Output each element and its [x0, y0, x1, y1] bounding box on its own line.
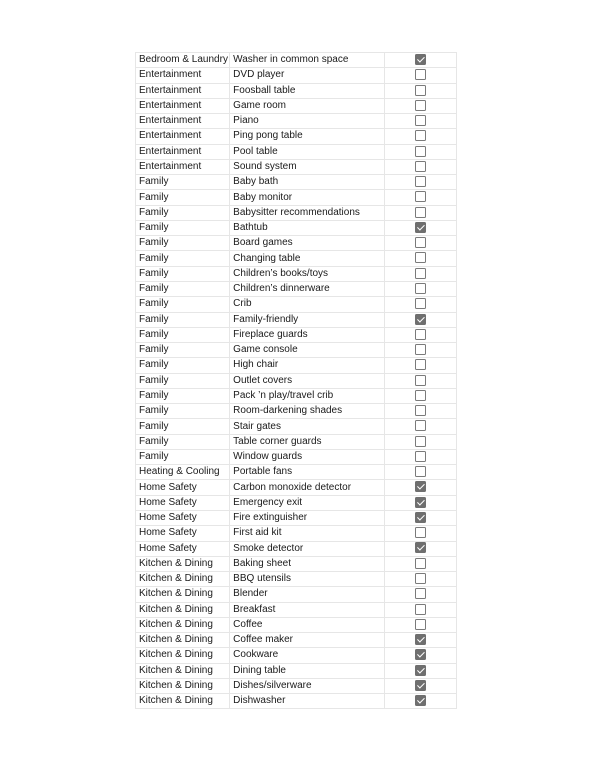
unchecked-checkbox[interactable] — [415, 420, 426, 431]
category-cell: Family — [136, 449, 230, 464]
checkbox-cell — [385, 633, 457, 648]
amenity-cell: Dishes/silverware — [230, 678, 385, 693]
checkbox-cell — [385, 465, 457, 480]
category-cell: Home Safety — [136, 510, 230, 525]
table-row — [136, 648, 457, 663]
table-row — [136, 114, 457, 129]
amenity-cell: Table corner guards — [230, 434, 385, 449]
category-cell: Kitchen & Dining — [136, 633, 230, 648]
amenity-cell: Blender — [230, 587, 385, 602]
checkbox-cell — [385, 434, 457, 449]
amenity-cell: Pack ’n play/travel crib — [230, 388, 385, 403]
table-row — [136, 98, 457, 113]
category-cell: Home Safety — [136, 495, 230, 510]
table-row — [136, 343, 457, 358]
category-cell: Family — [136, 343, 230, 358]
category-cell: Kitchen & Dining — [136, 602, 230, 617]
amenity-cell: Game console — [230, 343, 385, 358]
table-row — [136, 266, 457, 281]
amenity-cell: Sound system — [230, 159, 385, 174]
table-row — [136, 205, 457, 220]
unchecked-checkbox[interactable] — [415, 176, 426, 187]
amenity-cell: Bathtub — [230, 220, 385, 235]
unchecked-checkbox[interactable] — [415, 207, 426, 218]
amenity-cell: Portable fans — [230, 465, 385, 480]
category-cell: Family — [136, 312, 230, 327]
checked-checkbox[interactable] — [415, 680, 426, 691]
checked-checkbox[interactable] — [415, 497, 426, 508]
category-cell: Family — [136, 373, 230, 388]
table-row — [136, 144, 457, 159]
table-row — [136, 480, 457, 495]
amenity-cell: Crib — [230, 297, 385, 312]
checkbox-cell — [385, 663, 457, 678]
category-cell: Entertainment — [136, 68, 230, 83]
category-cell: Entertainment — [136, 83, 230, 98]
amenity-cell: Board games — [230, 236, 385, 251]
amenity-cell: Children’s dinnerware — [230, 281, 385, 296]
category-cell: Kitchen & Dining — [136, 556, 230, 571]
category-cell: Home Safety — [136, 480, 230, 495]
amenity-cell: Emergency exit — [230, 495, 385, 510]
checked-checkbox[interactable] — [415, 222, 426, 233]
table-row — [136, 388, 457, 403]
checkbox-cell — [385, 236, 457, 251]
table-row — [136, 404, 457, 419]
category-cell: Family — [136, 175, 230, 190]
unchecked-checkbox[interactable] — [415, 115, 426, 126]
table-row — [136, 663, 457, 678]
table-row — [136, 495, 457, 510]
checkbox-cell — [385, 114, 457, 129]
unchecked-checkbox[interactable] — [415, 375, 426, 386]
category-cell: Home Safety — [136, 526, 230, 541]
table-row — [136, 617, 457, 632]
table-row — [136, 327, 457, 342]
amenity-cell: First aid kit — [230, 526, 385, 541]
category-cell: Entertainment — [136, 98, 230, 113]
checkbox-cell — [385, 404, 457, 419]
amenity-cell: Children’s books/toys — [230, 266, 385, 281]
table-row — [136, 465, 457, 480]
unchecked-checkbox[interactable] — [415, 329, 426, 340]
amenity-cell: Breakfast — [230, 602, 385, 617]
category-cell: Heating & Cooling — [136, 465, 230, 480]
unchecked-checkbox[interactable] — [415, 573, 426, 584]
checkbox-cell — [385, 419, 457, 434]
category-cell: Kitchen & Dining — [136, 694, 230, 709]
table-row — [136, 541, 457, 556]
category-cell: Bedroom & Laundry — [136, 53, 230, 68]
checked-checkbox[interactable] — [415, 665, 426, 676]
checkbox-cell — [385, 648, 457, 663]
table-row — [136, 510, 457, 525]
checkbox-cell — [385, 388, 457, 403]
category-cell: Kitchen & Dining — [136, 617, 230, 632]
unchecked-checkbox[interactable] — [415, 283, 426, 294]
amenity-cell: Baking sheet — [230, 556, 385, 571]
category-cell: Entertainment — [136, 129, 230, 144]
unchecked-checkbox[interactable] — [415, 191, 426, 202]
table-row — [136, 694, 457, 709]
table-row — [136, 68, 457, 83]
amenity-cell: Carbon monoxide detector — [230, 480, 385, 495]
amenity-cell: High chair — [230, 358, 385, 373]
checkbox-cell — [385, 175, 457, 190]
amenity-cell: Changing table — [230, 251, 385, 266]
table-row — [136, 175, 457, 190]
checkbox-cell — [385, 129, 457, 144]
table-row — [136, 220, 457, 235]
checkbox-cell — [385, 251, 457, 266]
category-cell: Kitchen & Dining — [136, 648, 230, 663]
checked-checkbox[interactable] — [415, 314, 426, 325]
unchecked-checkbox[interactable] — [415, 604, 426, 615]
amenities-table — [135, 52, 457, 709]
checkbox-cell — [385, 327, 457, 342]
table-row — [136, 678, 457, 693]
table-row — [136, 312, 457, 327]
unchecked-checkbox[interactable] — [415, 405, 426, 416]
amenity-cell: Game room — [230, 98, 385, 113]
checkbox-cell — [385, 144, 457, 159]
table-row — [136, 358, 457, 373]
checkbox-cell — [385, 678, 457, 693]
table-row — [136, 297, 457, 312]
amenity-cell: Room-darkening shades — [230, 404, 385, 419]
checkbox-cell — [385, 556, 457, 571]
table-row — [136, 129, 457, 144]
checked-checkbox[interactable] — [415, 649, 426, 660]
checkbox-cell — [385, 83, 457, 98]
checkbox-cell — [385, 68, 457, 83]
amenity-cell: Ping pong table — [230, 129, 385, 144]
checkbox-cell — [385, 281, 457, 296]
table-row — [136, 83, 457, 98]
checked-checkbox[interactable] — [415, 481, 426, 492]
checkbox-cell — [385, 297, 457, 312]
table-row — [136, 526, 457, 541]
checkbox-cell — [385, 98, 457, 113]
checkbox-cell — [385, 449, 457, 464]
table-row — [136, 373, 457, 388]
amenities-table-body — [136, 53, 457, 709]
amenity-cell: Fireplace guards — [230, 327, 385, 342]
category-cell: Family — [136, 404, 230, 419]
table-row — [136, 602, 457, 617]
category-cell: Family — [136, 419, 230, 434]
amenity-cell: Fire extinguisher — [230, 510, 385, 525]
checked-checkbox[interactable] — [415, 54, 426, 65]
category-cell: Family — [136, 388, 230, 403]
checkbox-cell — [385, 358, 457, 373]
table-row — [136, 159, 457, 174]
checkbox-cell — [385, 694, 457, 709]
category-cell: Family — [136, 281, 230, 296]
category-cell: Family — [136, 358, 230, 373]
amenity-cell: Washer in common space — [230, 53, 385, 68]
table-row — [136, 419, 457, 434]
unchecked-checkbox[interactable] — [415, 69, 426, 80]
unchecked-checkbox[interactable] — [415, 161, 426, 172]
unchecked-checkbox[interactable] — [415, 558, 426, 569]
category-cell: Kitchen & Dining — [136, 572, 230, 587]
unchecked-checkbox[interactable] — [415, 619, 426, 630]
unchecked-checkbox[interactable] — [415, 268, 426, 279]
category-cell: Family — [136, 327, 230, 342]
unchecked-checkbox[interactable] — [415, 359, 426, 370]
amenity-cell: Family-friendly — [230, 312, 385, 327]
checkbox-cell — [385, 617, 457, 632]
amenity-cell: Coffee — [230, 617, 385, 632]
unchecked-checkbox[interactable] — [415, 85, 426, 96]
unchecked-checkbox[interactable] — [415, 451, 426, 462]
table-row — [136, 434, 457, 449]
amenity-cell: Babysitter recommendations — [230, 205, 385, 220]
table-row — [136, 572, 457, 587]
category-cell: Family — [136, 434, 230, 449]
checkbox-cell — [385, 541, 457, 556]
amenity-cell: DVD player — [230, 68, 385, 83]
unchecked-checkbox[interactable] — [415, 527, 426, 538]
category-cell: Entertainment — [136, 114, 230, 129]
amenity-cell: Baby bath — [230, 175, 385, 190]
table-row — [136, 236, 457, 251]
category-cell: Family — [136, 266, 230, 281]
table-row — [136, 190, 457, 205]
checkbox-cell — [385, 587, 457, 602]
unchecked-checkbox[interactable] — [415, 466, 426, 477]
table-row — [136, 281, 457, 296]
unchecked-checkbox[interactable] — [415, 436, 426, 447]
table-row — [136, 587, 457, 602]
category-cell: Home Safety — [136, 541, 230, 556]
checkbox-cell — [385, 510, 457, 525]
checkbox-cell — [385, 220, 457, 235]
category-cell: Entertainment — [136, 144, 230, 159]
table-row — [136, 251, 457, 266]
checkbox-cell — [385, 205, 457, 220]
amenity-cell: Stair gates — [230, 419, 385, 434]
category-cell: Kitchen & Dining — [136, 587, 230, 602]
category-cell: Family — [136, 251, 230, 266]
amenity-cell: Piano — [230, 114, 385, 129]
amenity-cell: BBQ utensils — [230, 572, 385, 587]
checkbox-cell — [385, 495, 457, 510]
unchecked-checkbox[interactable] — [415, 100, 426, 111]
category-cell: Entertainment — [136, 159, 230, 174]
category-cell: Family — [136, 205, 230, 220]
category-cell: Kitchen & Dining — [136, 678, 230, 693]
table-row — [136, 556, 457, 571]
amenity-cell: Foosball table — [230, 83, 385, 98]
category-cell: Family — [136, 220, 230, 235]
unchecked-checkbox[interactable] — [415, 146, 426, 157]
checked-checkbox[interactable] — [415, 542, 426, 553]
unchecked-checkbox[interactable] — [415, 252, 426, 263]
table-row — [136, 53, 457, 68]
checkbox-cell — [385, 526, 457, 541]
amenity-cell: Window guards — [230, 449, 385, 464]
table-row — [136, 449, 457, 464]
unchecked-checkbox[interactable] — [415, 390, 426, 401]
amenity-cell: Pool table — [230, 144, 385, 159]
checkbox-cell — [385, 602, 457, 617]
amenity-cell: Outlet covers — [230, 373, 385, 388]
unchecked-checkbox[interactable] — [415, 298, 426, 309]
checkbox-cell — [385, 572, 457, 587]
amenity-cell: Dining table — [230, 663, 385, 678]
checkbox-cell — [385, 266, 457, 281]
checked-checkbox[interactable] — [415, 695, 426, 706]
amenity-cell: Coffee maker — [230, 633, 385, 648]
amenity-cell: Dishwasher — [230, 694, 385, 709]
unchecked-checkbox[interactable] — [415, 344, 426, 355]
checkbox-cell — [385, 373, 457, 388]
checked-checkbox[interactable] — [415, 634, 426, 645]
checkbox-cell — [385, 343, 457, 358]
checkbox-cell — [385, 190, 457, 205]
unchecked-checkbox[interactable] — [415, 130, 426, 141]
checkbox-cell — [385, 312, 457, 327]
checkbox-cell — [385, 159, 457, 174]
amenity-cell: Baby monitor — [230, 190, 385, 205]
category-cell: Kitchen & Dining — [136, 663, 230, 678]
unchecked-checkbox[interactable] — [415, 588, 426, 599]
unchecked-checkbox[interactable] — [415, 237, 426, 248]
amenity-cell: Cookware — [230, 648, 385, 663]
category-cell: Family — [136, 236, 230, 251]
checkbox-cell — [385, 480, 457, 495]
checkbox-cell — [385, 53, 457, 68]
amenity-cell: Smoke detector — [230, 541, 385, 556]
table-row — [136, 633, 457, 648]
checked-checkbox[interactable] — [415, 512, 426, 523]
category-cell: Family — [136, 190, 230, 205]
category-cell: Family — [136, 297, 230, 312]
